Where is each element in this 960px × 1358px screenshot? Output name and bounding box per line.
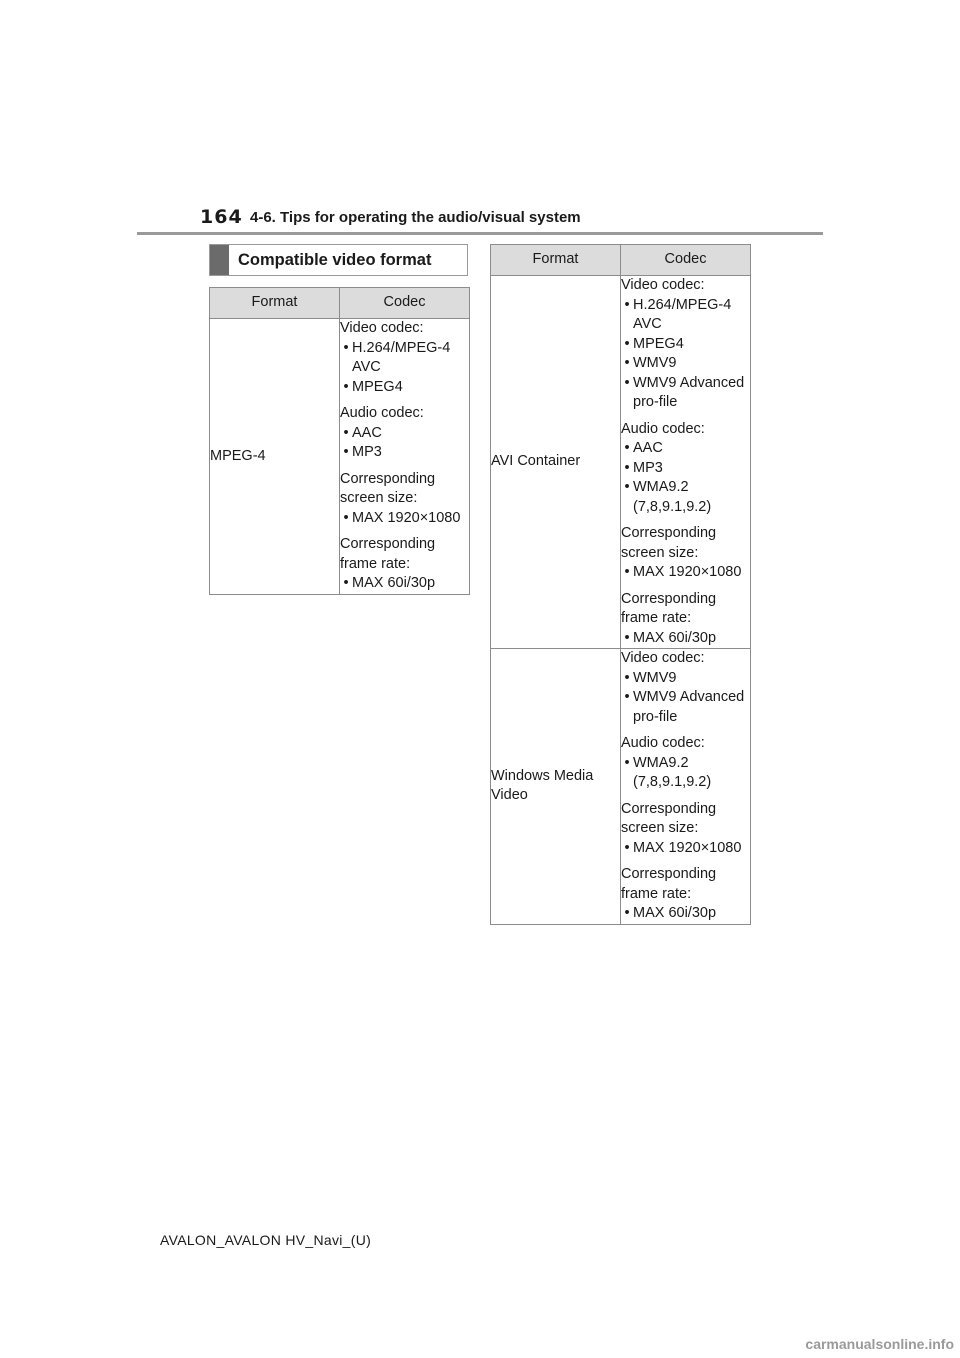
codec-value: AAC: [352, 424, 382, 441]
bullet-icon: •: [624, 296, 630, 313]
format-cell: Windows Media Video: [491, 649, 621, 925]
codec-value: WMV9: [633, 355, 677, 371]
codec-value: MAX 1920×1080: [633, 839, 742, 856]
document-footer: AVALON_AVALON HV_Navi_(U): [160, 1232, 372, 1248]
codec-value: WMV9 Advanced pro-file: [633, 374, 745, 410]
codec-value: MP3: [352, 444, 382, 460]
codec-cell: [621, 276, 751, 649]
codec-value: WMV9: [633, 669, 677, 686]
codec-value: WMA9.2 (7,8,9.1,9.2): [633, 479, 712, 515]
table-row: [491, 276, 751, 649]
codec-list-item: [340, 443, 469, 463]
bullet-icon: •: [624, 479, 630, 495]
codec-list-item: [621, 904, 750, 924]
bullet-icon: •: [624, 839, 630, 856]
codec-list-item: [621, 478, 750, 517]
codec-list-item: [621, 839, 750, 859]
codec-value: MAX 1920×1080: [633, 564, 742, 580]
codec-group: [621, 734, 750, 793]
codec-group: [621, 420, 750, 518]
bullet-icon: •: [624, 335, 630, 352]
codec-value: H.264/MPEG-4 AVC: [633, 296, 732, 332]
codec-list-item: [340, 509, 469, 529]
codec-group-label: Corresponding screen size:: [621, 525, 717, 561]
section-heading: [209, 244, 468, 276]
codec-list-item: [621, 754, 750, 793]
section-title: 4-6. Tips for operating the audio/visual system: [250, 209, 581, 226]
codec-value: AAC: [633, 440, 663, 456]
codec-value: WMA9.2 (7,8,9.1,9.2): [633, 754, 712, 790]
codec-value: MPEG4: [633, 335, 684, 352]
codec-group: [621, 649, 750, 727]
heading-marker: [210, 245, 229, 275]
table-row: [491, 649, 751, 925]
codec-group: [621, 590, 750, 649]
codec-value: MAX 60i/30p: [352, 575, 436, 591]
codec-group-label: Video codec:: [340, 320, 424, 336]
bullet-icon: •: [343, 339, 349, 356]
codec-group-label: Corresponding frame rate:: [621, 590, 717, 626]
codec-list-item: [621, 629, 750, 649]
format-cell: MPEG-4: [210, 319, 340, 595]
codec-list-item: [340, 424, 469, 444]
bullet-icon: •: [624, 440, 630, 456]
codec-list-item: [621, 354, 750, 374]
codec-list-item: [340, 378, 469, 398]
bullet-icon: •: [624, 564, 630, 580]
codec-group: [340, 404, 469, 463]
codec-group: [621, 865, 750, 924]
codec-list-item: [340, 574, 469, 594]
bullet-icon: •: [343, 575, 349, 591]
codec-value: MAX 1920×1080: [352, 509, 461, 526]
codec-cell: [340, 319, 470, 595]
bullet-icon: •: [624, 374, 630, 391]
codec-value: WMV9 Advanced pro-file: [633, 689, 745, 725]
codec-group: [340, 319, 469, 397]
codec-group: [621, 276, 750, 413]
codec-group-label: Audio codec:: [340, 405, 424, 421]
codec-group: [621, 800, 750, 859]
codec-group: [340, 535, 469, 594]
bullet-icon: •: [624, 754, 630, 771]
format-cell: AVI Container: [491, 276, 621, 649]
page-number: 164: [200, 206, 243, 228]
codec-group-label: Corresponding frame rate:: [621, 866, 717, 902]
bullet-icon: •: [624, 669, 630, 686]
codec-group-label: Corresponding screen size:: [621, 800, 717, 836]
bullet-icon: •: [343, 424, 349, 441]
bullet-icon: •: [343, 378, 349, 395]
bullet-icon: •: [624, 459, 630, 476]
codec-cell: [621, 649, 751, 925]
codec-group-label: Corresponding frame rate:: [340, 536, 436, 572]
codec-list-item: [621, 563, 750, 583]
codec-value: MP3: [633, 459, 663, 476]
codec-value: MPEG4: [352, 378, 403, 395]
codec-group-label: Audio codec:: [621, 420, 705, 437]
avi-wmv-format-table: [490, 244, 751, 925]
codec-list-item: [621, 374, 750, 413]
codec-list-item: [621, 459, 750, 479]
bullet-icon: •: [624, 355, 630, 371]
codec-group-label: Audio codec:: [621, 735, 705, 751]
codec-group: [621, 524, 750, 583]
codec-list-item: [621, 688, 750, 727]
table-header-row: [210, 288, 470, 319]
codec-group: [340, 470, 469, 529]
codec-list-item: [621, 335, 750, 355]
codec-list-item: [621, 439, 750, 459]
bullet-icon: •: [343, 509, 349, 526]
codec-value: H.264/MPEG-4 AVC: [352, 339, 451, 375]
column-header-format: Format: [491, 245, 621, 276]
codec-group-label: Corresponding screen size:: [340, 470, 436, 506]
codec-value: MAX 60i/30p: [633, 905, 717, 921]
codec-group-label: Video codec:: [621, 650, 705, 666]
table-row: [210, 319, 470, 595]
column-header-format: Format: [210, 288, 340, 319]
bullet-icon: •: [624, 689, 630, 705]
codec-list-item: [340, 339, 469, 378]
bullet-icon: •: [624, 629, 630, 646]
column-header-codec: Codec: [621, 245, 751, 276]
column-header-codec: Codec: [340, 288, 470, 319]
bullet-icon: •: [343, 444, 349, 460]
codec-value: MAX 60i/30p: [633, 629, 717, 646]
bullet-icon: •: [624, 905, 630, 921]
codec-group-label: Video codec:: [621, 277, 705, 293]
watermark: carmanualsonline.info: [805, 1336, 954, 1352]
codec-list-item: [621, 669, 750, 689]
table-header-row: [491, 245, 751, 276]
codec-list-item: [621, 296, 750, 335]
mpeg4-format-table: [209, 287, 470, 595]
header-divider: [137, 232, 823, 235]
section-heading-text: Compatible video format: [238, 250, 432, 269]
